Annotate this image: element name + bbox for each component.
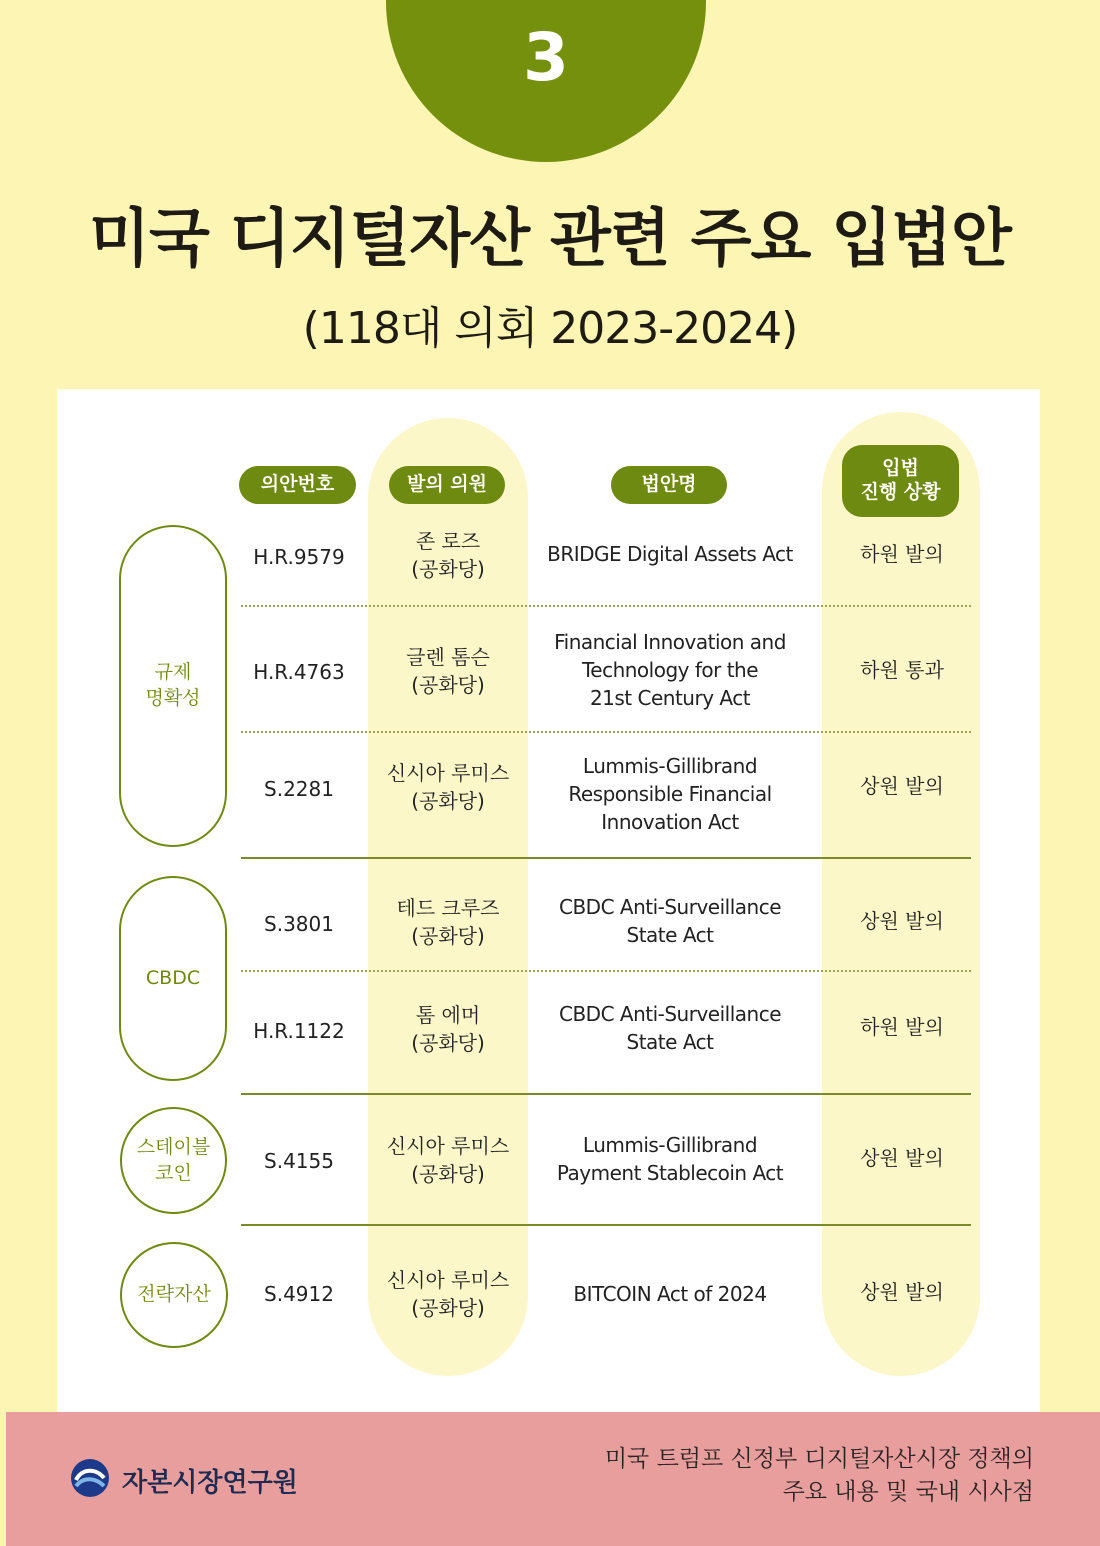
status — [824, 524, 980, 584]
row-divider — [241, 970, 971, 972]
bill-name-line: BITCOIN Act of 2024 — [573, 1282, 767, 1306]
status — [824, 640, 980, 700]
row-divider — [241, 605, 971, 607]
sponsor-party: (공화당) — [411, 1162, 485, 1186]
bill-number-text: H.R.9579 — [253, 545, 345, 569]
category-label: 명확성 — [145, 687, 201, 709]
bill-name-line: 21st Century Act — [589, 686, 751, 710]
status-text: 상원 발의 — [860, 1280, 944, 1304]
bill-number — [240, 1001, 358, 1061]
header-status-line2: 진행 상황 — [860, 481, 941, 503]
status-text: 상원 발의 — [860, 1146, 944, 1170]
bill-name — [530, 622, 810, 718]
bill-name — [530, 524, 810, 584]
header-status — [842, 445, 959, 517]
category-regulatory-clarity — [119, 525, 227, 847]
org-name: 자본시장연구원 — [122, 1468, 298, 1498]
sponsor-name: 신시아 루미스 — [386, 761, 510, 785]
bill-name — [530, 1264, 810, 1324]
header-bill-name-label: 법안명 — [641, 473, 697, 496]
sponsor — [370, 996, 526, 1062]
status — [824, 1262, 980, 1322]
status-text: 상원 발의 — [860, 774, 944, 798]
group-divider — [241, 1224, 971, 1226]
group-divider — [241, 1093, 971, 1095]
sponsor-name: 글렌 톰슨 — [406, 645, 490, 669]
sponsor — [370, 522, 526, 588]
category-label: 코인 — [155, 1161, 192, 1184]
status — [824, 997, 980, 1057]
sponsor-name: 신시아 루미스 — [386, 1134, 510, 1158]
category-strategic-asset — [120, 1242, 228, 1348]
category-stablecoin — [120, 1107, 227, 1214]
bill-name — [530, 1126, 810, 1192]
status-text: 하원 발의 — [860, 542, 944, 566]
sponsor-name: 존 로즈 — [415, 529, 481, 553]
section-number: 3 — [523, 19, 569, 96]
bill-number-text: H.R.4763 — [253, 660, 345, 684]
bill-number — [240, 1131, 358, 1191]
bill-number — [240, 642, 358, 702]
report-title — [605, 1443, 1034, 1510]
group-divider — [241, 857, 971, 859]
category-label: 전략자산 — [137, 1283, 211, 1306]
header-sponsor-label: 발의 의원 — [406, 473, 488, 496]
status — [824, 1128, 980, 1188]
header-bill-number — [239, 466, 356, 504]
bill-name — [530, 888, 810, 954]
sponsor-party: (공화당) — [411, 1296, 485, 1320]
bill-name-line: Technology for the — [581, 658, 759, 682]
bill-number — [240, 759, 358, 819]
page-subtitle: (118대 의회 2023-2024) — [302, 303, 798, 354]
bill-number-text: H.R.1122 — [253, 1019, 345, 1043]
report-title-line: 미국 트럼프 신정부 디지털자산시장 정책의 — [604, 1446, 1034, 1472]
sponsor-party: (공화당) — [411, 1031, 485, 1055]
header-status-line1: 입법 — [882, 457, 919, 480]
sponsor — [370, 1261, 526, 1327]
sponsor — [370, 889, 526, 955]
header-bill-number-label: 의안번호 — [260, 473, 335, 496]
bill-name-line: State Act — [626, 1030, 714, 1054]
status — [824, 891, 980, 951]
header-bill-name — [611, 466, 727, 504]
bill-name — [530, 995, 810, 1061]
category-label: 규제 — [154, 661, 192, 684]
bill-name-line: Lummis-Gillibrand — [582, 1133, 758, 1157]
bill-number — [240, 894, 358, 954]
bill-name-line: Financial Innovation and — [554, 630, 786, 654]
bill-number-text: S.2281 — [264, 777, 334, 801]
org-logo-icon — [70, 1458, 110, 1498]
sponsor-name: 신시아 루미스 — [386, 1268, 510, 1292]
status-text: 하원 발의 — [860, 1015, 944, 1039]
sponsor-party: (공화당) — [411, 673, 485, 697]
bill-name-line: Payment Stablecoin Act — [556, 1161, 784, 1185]
report-title-line: 주요 내용 및 국내 시사점 — [782, 1479, 1034, 1506]
section-number-badge — [386, 0, 706, 162]
bill-name-line: Innovation Act — [601, 810, 739, 834]
bill-number-text: S.4155 — [264, 1149, 334, 1173]
row-divider — [241, 731, 971, 733]
status-text: 상원 발의 — [860, 909, 944, 933]
sponsor — [370, 1127, 526, 1193]
bill-name-line: State Act — [626, 923, 714, 947]
sponsor-party: (공화당) — [411, 924, 485, 948]
header-sponsor — [389, 466, 505, 504]
page-title: 미국 디지털자산 관련 주요 입법안 — [89, 202, 1011, 275]
sponsor-name: 톰 에머 — [415, 1003, 481, 1027]
bill-name-line: Responsible Financial — [568, 782, 772, 806]
sponsor — [370, 754, 526, 820]
bill-name — [530, 746, 810, 842]
category-cbdc — [119, 876, 227, 1081]
sponsor — [370, 638, 526, 704]
bill-number — [240, 1264, 358, 1324]
sponsor-party: (공화당) — [411, 557, 485, 581]
bill-number — [240, 527, 358, 587]
bill-name-line: BRIDGE Digital Assets Act — [547, 542, 793, 566]
category-label: CBDC — [145, 966, 201, 989]
bill-name-line: CBDC Anti-Surveillance — [558, 1002, 782, 1026]
bill-name-line: Lummis-Gillibrand — [582, 754, 758, 778]
status-text: 하원 통과 — [860, 658, 944, 682]
sponsor-name: 테드 크루즈 — [396, 896, 500, 920]
status — [824, 756, 980, 816]
bill-number-text: S.4912 — [264, 1282, 334, 1306]
bill-number-text: S.3801 — [264, 912, 334, 936]
bill-name-line: CBDC Anti-Surveillance — [558, 895, 782, 919]
sponsor-party: (공화당) — [411, 789, 485, 813]
category-label: 스테이블 — [136, 1135, 211, 1158]
